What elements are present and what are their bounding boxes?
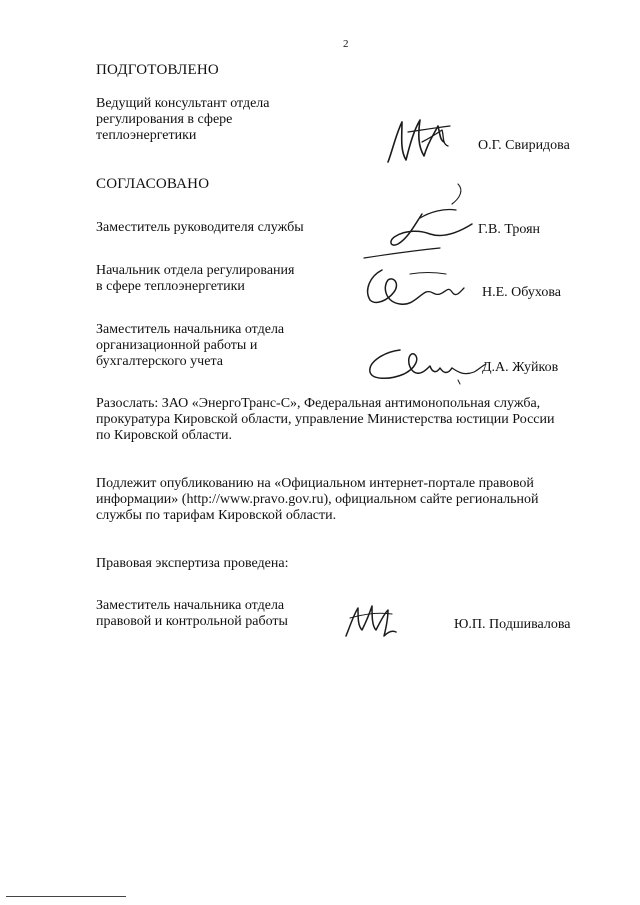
publication-paragraph: [96, 476, 596, 524]
title-line: Заместитель начальника отдела: [96, 322, 285, 337]
signature-troyan: [360, 178, 490, 268]
title-line: Заместитель начальника отдела: [96, 598, 285, 613]
title-line: правовой и контрольной работы: [96, 614, 288, 629]
approved-signer-title: [96, 263, 396, 295]
title-line: регулирования в сфере: [96, 112, 233, 127]
title-line: Начальник отдела регулирования: [96, 263, 295, 278]
paragraph-line: службы по тарифам Кировской области.: [96, 508, 337, 523]
title-line: бухгалтерского учета: [96, 354, 223, 369]
footer-rule: [6, 896, 126, 897]
approved-signer-title: [96, 322, 396, 370]
page-number: 2: [343, 38, 349, 50]
prepared-signer-name: О.Г. Свиридова: [478, 138, 570, 153]
paragraph-line: по Кировской области.: [96, 428, 232, 443]
paragraph-line: информации» (http://www.pravo.gov.ru), официальном сайте региональной: [96, 492, 539, 507]
distribution-paragraph: [96, 396, 596, 444]
signature-obukhova: [360, 262, 480, 312]
paragraph-line: прокуратура Кировской области, управление Министерства юстиции России: [96, 412, 555, 427]
approved-heading: СОГЛАСОВАНО: [96, 176, 210, 192]
signature-sviridova: [378, 112, 468, 172]
signature-podshivalova: [340, 596, 400, 646]
legal-review-statement: Правовая экспертиза проведена:: [96, 556, 289, 571]
paragraph-line: Подлежит опубликованию на «Официальном интернет-портале правовой: [96, 476, 534, 491]
approved-signer-name: Г.В. Троян: [478, 222, 541, 237]
title-line: Ведущий консультант отдела: [96, 96, 270, 111]
approved-signer-name: Д.А. Жуйков: [482, 360, 559, 375]
title-line: теплоэнергетики: [96, 128, 197, 143]
title-line: организационной работы и: [96, 338, 258, 353]
approved-signer-name: Н.Е. Обухова: [482, 285, 561, 300]
paragraph-line: Разослать: ЗАО «ЭнергоТранс-С», Федеральная антимонопольная служба,: [96, 396, 541, 411]
approved-signer-title: [96, 220, 396, 236]
prepared-heading: ПОДГОТОВЛЕНО: [96, 62, 219, 78]
legal-review-signer-name: Ю.П. Подшивалова: [454, 617, 571, 632]
title-line: в сфере теплоэнергетики: [96, 279, 245, 294]
signature-zhuikov: [360, 340, 490, 390]
title-line: Заместитель руководителя службы: [96, 220, 304, 235]
prepared-signer-title: [96, 96, 396, 144]
